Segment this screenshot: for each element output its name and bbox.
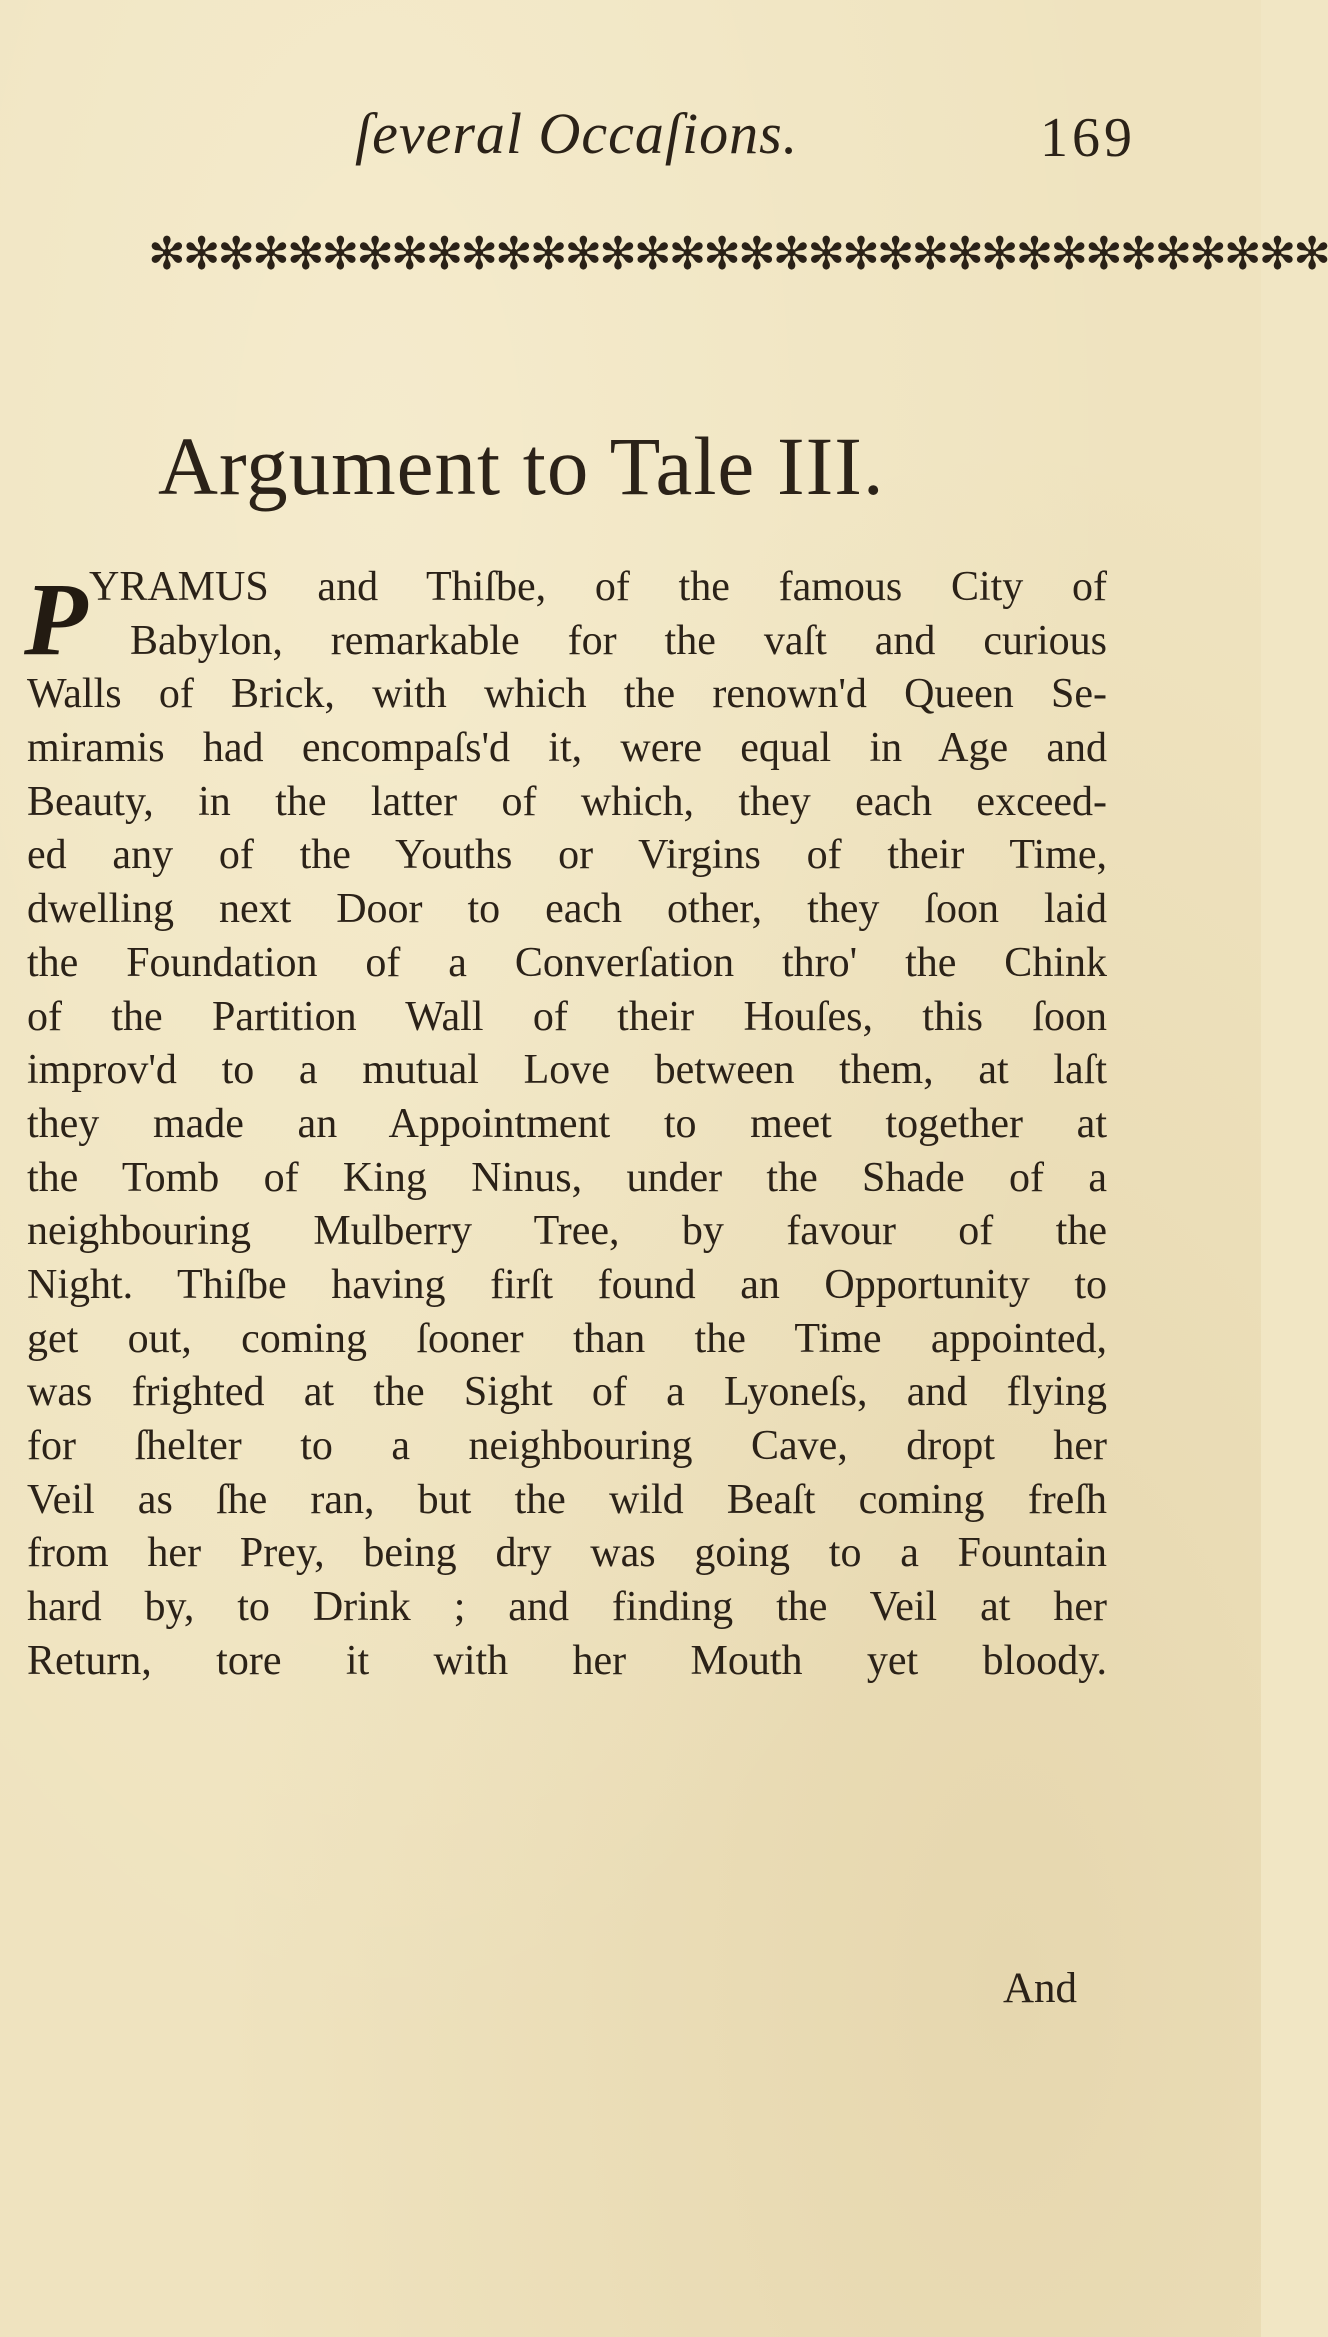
text-line: Walls of Brick, with which the renown'd Queen Se- xyxy=(27,671,1107,718)
text-line: Night. Thiſbe having firſt found an Opportunity to xyxy=(27,1261,1107,1308)
text-line: get out, coming ſooner than the Time appointed, xyxy=(27,1315,1107,1362)
argument-text xyxy=(27,561,1107,1688)
page-title: Argument to Tale III. xyxy=(158,420,885,512)
running-head: ſeveral Occaſions. xyxy=(355,101,799,166)
text-line: the Foundation of a Converſation thro' the Chink xyxy=(27,939,1107,986)
text-line: Return, tore it with her Mouth yet bloody. xyxy=(27,1637,1107,1684)
text-line: was frighted at the Sight of a Lyoneſs, and flying xyxy=(27,1369,1107,1416)
page-number: 169 xyxy=(1040,107,1136,169)
text-line: miramis had encompaſs'd it, were equal in Age and xyxy=(27,725,1107,772)
text-line: of the Partition Wall of their Houſes, this ſoon xyxy=(27,993,1107,1040)
ornament-band: ✻✻✻✻✻✻✻✻✻✻✻✻✻✻✻✻✻✻✻✻✻✻✻✻✻✻✻✻✻✻✻✻✻✻ xyxy=(148,227,1328,280)
text-line: Babylon, remarkable for the vaſt and curious xyxy=(130,617,1107,664)
catchword: And xyxy=(1003,1965,1078,2012)
text-line: hard by, to Drink ; and finding the Veil at her xyxy=(27,1584,1107,1631)
text-line: they made an Appointment to meet together at xyxy=(27,1100,1107,1147)
text-line: the Tomb of King Ninus, under the Shade of a xyxy=(27,1154,1107,1201)
text-line: neighbouring Mulberry Tree, by favour of the xyxy=(27,1208,1107,1255)
drop-capital: P xyxy=(24,562,88,677)
text-line: dwelling next Door to each other, they ſoon laid xyxy=(27,886,1107,933)
text-line: from her Prey, being dry was going to a Fountain xyxy=(27,1530,1107,1577)
text-line: YRAMUS and Thiſbe, of the famous City of xyxy=(89,564,1107,610)
text-line: Beauty, in the latter of which, they each exceed- xyxy=(27,778,1107,825)
text-line: ed any of the Youths or Virgins of their Time, xyxy=(27,832,1107,879)
text-line: improv'd to a mutual Love between them, at laſt xyxy=(27,1047,1107,1094)
text-line: Veil as ſhe ran, but the wild Beaſt coming freſh xyxy=(27,1476,1107,1523)
text-line: for ſhelter to a neighbouring Cave, dropt her xyxy=(27,1423,1107,1469)
